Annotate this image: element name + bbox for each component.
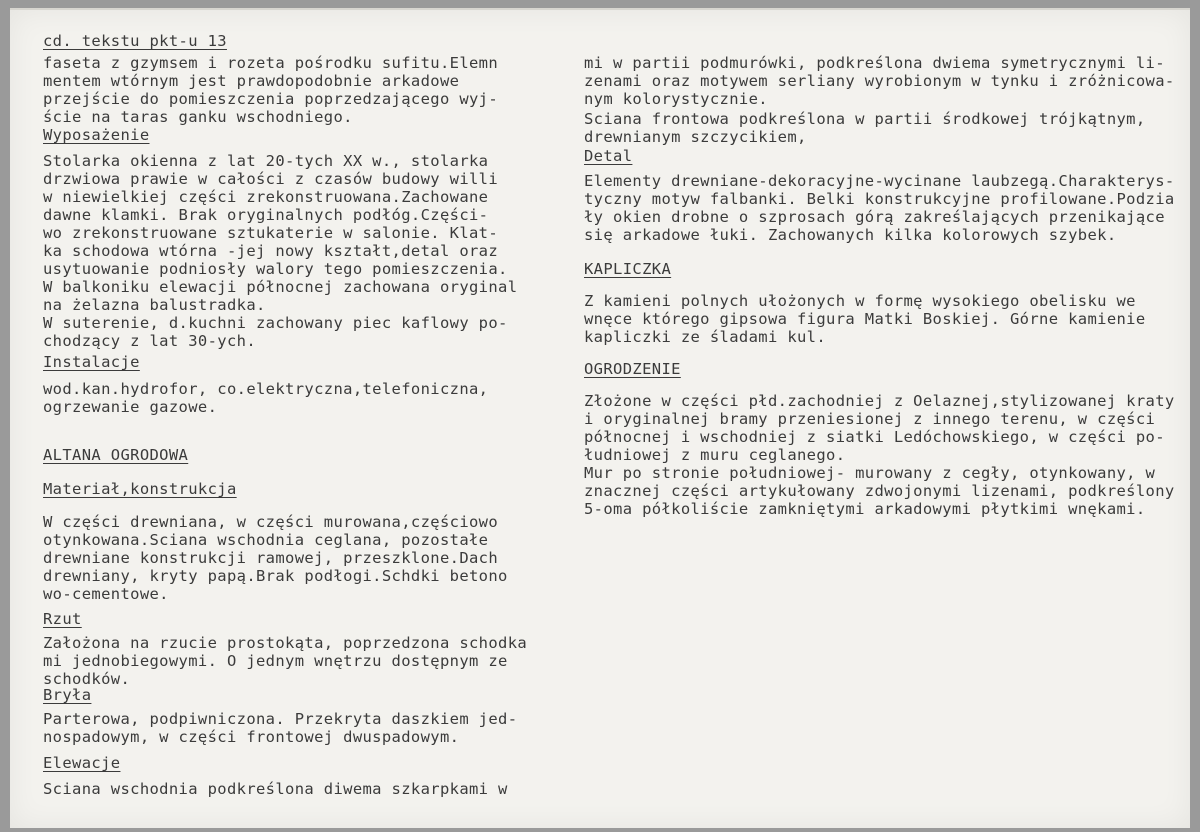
subheading-elewacje: Elewacje — [43, 754, 121, 772]
text-line: faseta z gzymsem i rozeta pośrodku sufitu.Elemn — [43, 54, 499, 72]
section-heading-kapliczka: KAPLICZKA — [584, 260, 672, 278]
text-line: Stolarka okienna z lat 20-tych XX w., stolarka — [43, 152, 489, 170]
text-line: ka schodowa wtórna -jej nowy kształt,detal oraz — [43, 242, 499, 260]
section-heading-detal: Detal — [584, 147, 633, 165]
text-line: Elementy drewniane-dekoracyjne-wycinane laubzegą.Charakterys- — [584, 172, 1175, 190]
text-line: nospadowym, w części frontowej dwuspadowym. — [43, 728, 460, 746]
text-line: otynkowana.Sciana wschodnia ceglana, pozostałe — [43, 531, 489, 549]
text-line: ście na taras ganku wschodniego. — [43, 108, 353, 126]
text-line: Parterowa, podpiwniczona. Przekryta daszkiem jed- — [43, 710, 518, 728]
text-line: łudniowej z muru ceglanego. — [584, 446, 846, 464]
text-line: przejście do pomieszczenia poprzedzającego wyj- — [43, 90, 499, 108]
text-line: kapliczki ze śladami kul. — [584, 328, 827, 346]
text-line: Mur po stronie południowej- murowany z cegły, otynkowany, w — [584, 464, 1156, 482]
text-line: W suterenie, d.kuchni zachowany piec kaflowy po- — [43, 314, 508, 332]
text-line: W części drewniana, w części murowana,częściowo — [43, 513, 499, 531]
text-line: drzwiowa prawie w całości z czasów budowy willi — [43, 170, 499, 188]
section-heading-wyposazenie: Wyposażenie — [43, 126, 150, 144]
text-line: Złożone w części płd.zachodniej z Oelaznej,stylizowanej kraty — [584, 392, 1175, 410]
text-line: W balkoniku elewacji północnej zachowana oryginal — [43, 278, 518, 296]
text-line: dawne klamki. Brak oryginalnych podłóg.Części- — [43, 206, 489, 224]
text-line: wo-cementowe. — [43, 585, 169, 603]
section-heading-altana: ALTANA OGRODOWA — [43, 446, 189, 464]
text-line: i oryginalnej bramy przeniesionej z innego terenu, w części — [584, 410, 1156, 428]
text-line: tyczny motyw falbanki. Belki konstrukcyjne profilowane.Podzia — [584, 190, 1175, 208]
text-line: Z kamieni polnych ułożonych w formę wysokiego obelisku we — [584, 292, 1136, 310]
text-line: ły okien drobne o szprosach górą zakreślających przenikające — [584, 208, 1165, 226]
section-heading-instalacje: Instalacje — [43, 353, 140, 371]
text-line: Sciana wschodnia podkreślona diwema szkarpkami w — [43, 780, 508, 798]
text-line: nym kolorystycznie. — [584, 90, 768, 108]
text-line: na żelazna balustradka. — [43, 296, 266, 314]
subheading-rzut: Rzut — [43, 610, 82, 628]
text-line: znacznej części artykułowany zdwojonymi lizenami, podkreślony — [584, 482, 1175, 500]
text-line: wnęce którego gipsowa figura Matki Boskiej. Górne kamienie — [584, 310, 1146, 328]
text-line: mi jednobiegowymi. O jednym wnętrzu dostępnym ze — [43, 652, 508, 670]
text-line: mentem wtórnym jest prawdopodobnie arkadowe — [43, 72, 460, 90]
continuation-header: cd. tekstu pkt-u 13 — [43, 32, 227, 50]
text-line: 5-oma półkoliście zamkniętymi arkadowymi płytkimi wnękami. — [584, 500, 1146, 518]
text-line: usytuowanie podniosły walory tego pomieszczenia. — [43, 260, 508, 278]
text-line: drewnianym szczycikiem, — [584, 128, 807, 146]
text-line: ogrzewanie gazowe. — [43, 398, 218, 416]
text-line: wod.kan.hydrofor, co.elektryczna,telefoniczna, — [43, 380, 489, 398]
text-line: Sciana frontowa podkreślona w partii środkowej trójkątnym, — [584, 110, 1146, 128]
text-line: się arkadowe łuki. Zachowanych kilka kolorowych szybek. — [584, 226, 1117, 244]
section-heading-ogrodzenie: OGRODZENIE — [584, 360, 681, 378]
text-line: drewniany, kryty papą.Brak podłogi.Schdki betono — [43, 567, 508, 585]
text-line: zenami oraz motywem serliany wyrobionym w tynku i zróżnicowa- — [584, 72, 1175, 90]
text-line: chodzący z lat 30-ych. — [43, 332, 256, 350]
typewritten-page — [10, 8, 1190, 828]
text-line: wo zrekonstruowane sztukaterie w salonie. Klat- — [43, 224, 499, 242]
text-line: Założona na rzucie prostokąta, poprzedzona schodka — [43, 634, 528, 652]
text-line: drewniane konstrukcji ramowej, przeszklone.Dach — [43, 549, 499, 567]
text-line: w niewielkiej części zrekonstruowana.Zachowane — [43, 188, 489, 206]
text-line: północnej i wschodniej z siatki Ledóchowskiego, w części po- — [584, 428, 1165, 446]
subheading-bryla: Bryła — [43, 686, 92, 704]
subheading-material: Materiał,konstrukcja — [43, 480, 237, 498]
text-line: schodków. — [43, 670, 131, 688]
text-line: mi w partii podmurówki, podkreślona dwiema symetrycznymi li- — [584, 54, 1165, 72]
